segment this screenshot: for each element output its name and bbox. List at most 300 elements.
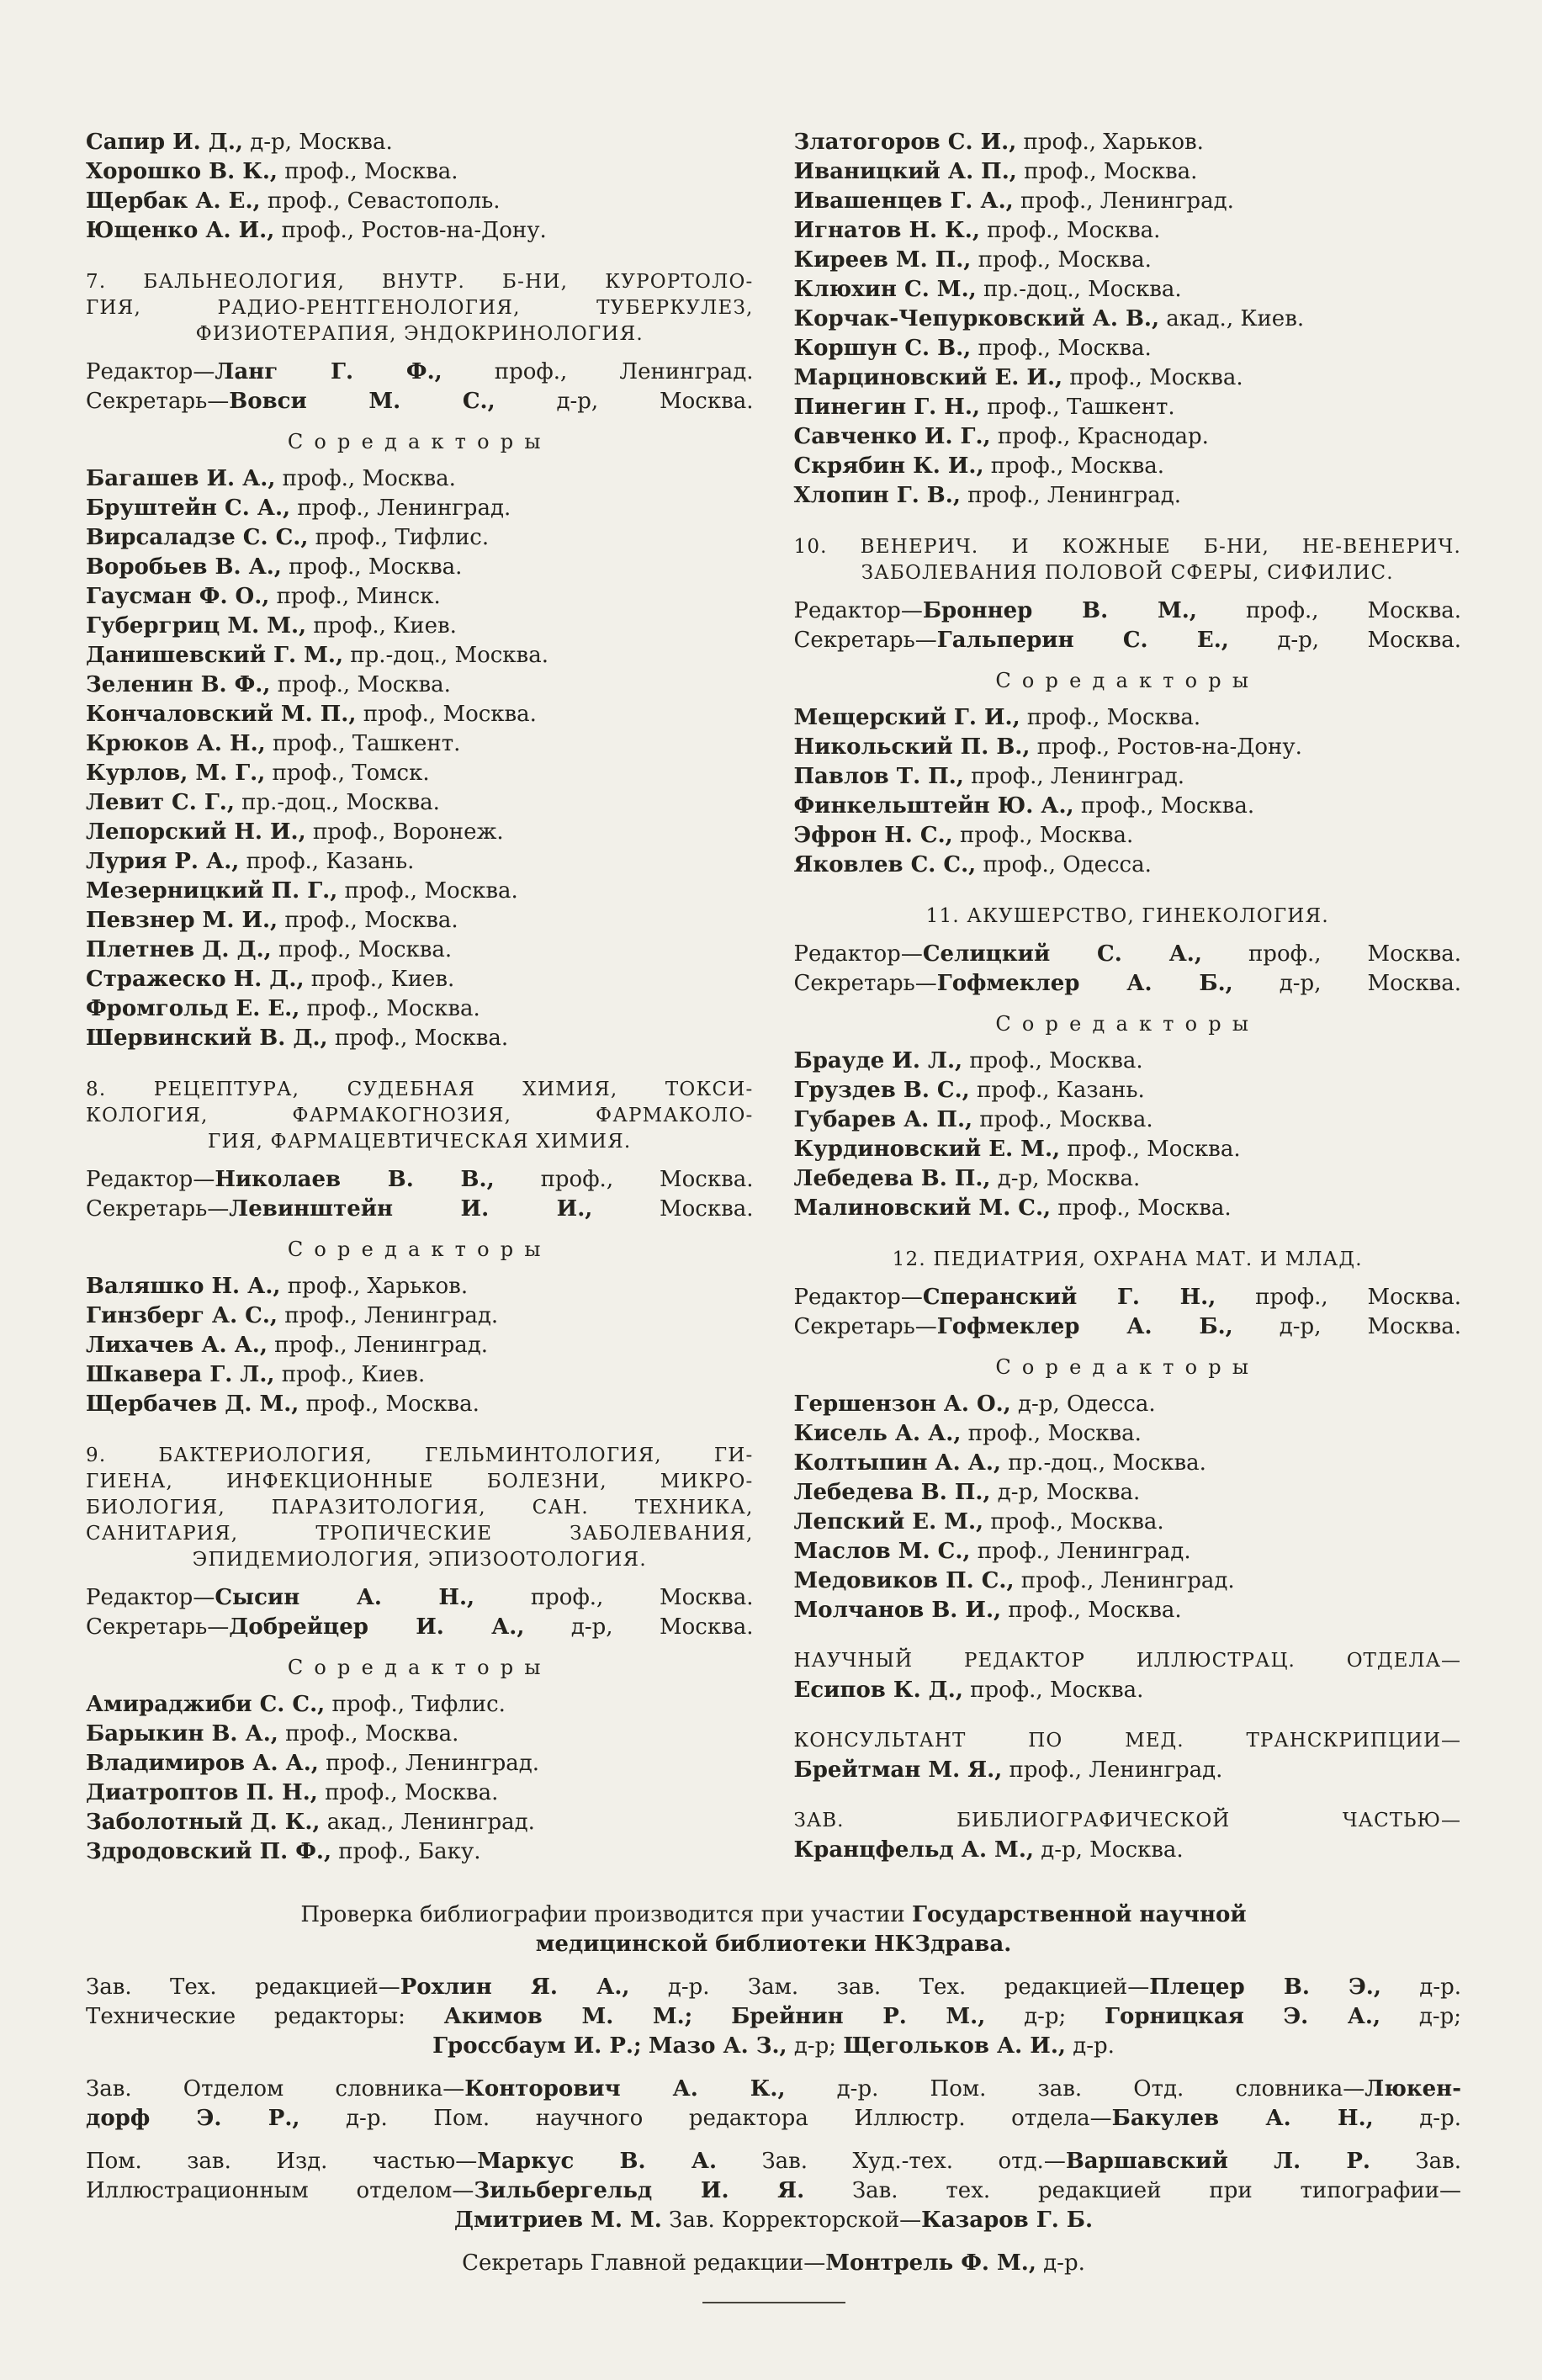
person-entry xyxy=(794,334,1462,363)
text-segment: д-р; xyxy=(1380,2004,1462,2029)
person-name: Барыкин В. А., xyxy=(86,1721,278,1747)
person-details: проф., Ростов-на-Дону. xyxy=(1036,734,1302,760)
person-details: проф., Баку. xyxy=(338,1839,481,1864)
person-entry xyxy=(794,1566,1462,1596)
text-segment: Зав. xyxy=(1370,2149,1461,2174)
role-name: Николаев В. В., xyxy=(215,1167,495,1192)
section-heading-line: 8. РЕЦЕПТУРА, СУДЕБНАЯ ХИМИЯ, ТОКСИ- xyxy=(86,1079,754,1100)
text-segment: Дмитриев М. М. xyxy=(453,2208,662,2233)
text-segment: Брейнин Р. М., xyxy=(731,2004,986,2029)
person-name: Воробьев В. А., xyxy=(86,554,282,580)
footer-section xyxy=(86,1900,1461,2278)
role-line xyxy=(794,626,1462,655)
person-entry xyxy=(794,1596,1462,1625)
role-name: Ланг Г. Ф., xyxy=(215,359,442,384)
text-segment: Гроссбаум И. Р.; xyxy=(432,2033,642,2059)
person-entry xyxy=(86,877,754,906)
footer-line xyxy=(86,2249,1461,2278)
right-column xyxy=(794,128,1462,1867)
role-name: Гальперин С. Е., xyxy=(936,628,1229,653)
person-details: проф., Москва. xyxy=(1008,1598,1182,1623)
person-name: Коршун С. В., xyxy=(793,336,972,361)
person-entry xyxy=(794,1756,1462,1785)
coeditors-subhead: Соредакторы xyxy=(995,1355,1260,1379)
footer-line xyxy=(86,2104,1461,2134)
section-heading-line: 11. АКУШЕРСТВО, ГИНЕКОЛОГИЯ. xyxy=(925,905,1329,927)
person-name: Гершензон А. О., xyxy=(793,1391,1011,1417)
section-heading-line: 9. БАКТЕРИОЛОГИЯ, ГЕЛЬМИНТОЛОГИЯ, ГИ- xyxy=(86,1444,754,1466)
person-details: проф., Москва. xyxy=(978,247,1152,273)
footer-line xyxy=(86,2147,1461,2176)
person-name: Бруштейн С. А., xyxy=(86,496,291,521)
person-details: проф., Москва. xyxy=(284,908,458,933)
person-entry xyxy=(794,393,1462,422)
person-details: проф., Харьков. xyxy=(287,1274,469,1299)
person-name: Лебедева В. П., xyxy=(793,1166,991,1191)
person-details: проф., Одесса. xyxy=(983,852,1152,877)
footer-line xyxy=(86,2075,1461,2104)
person-entry xyxy=(794,703,1462,733)
coeditors-subhead: Соредакторы xyxy=(287,430,552,453)
person-details: проф., Ленинград. xyxy=(284,1303,499,1328)
person-name: Певзнер М. И., xyxy=(86,908,278,933)
person-entry xyxy=(794,1194,1462,1223)
person-details: проф., Москва. xyxy=(305,1391,480,1417)
role-label: Редактор— xyxy=(793,1285,923,1310)
text-segment: Мазо А. З., xyxy=(648,2033,787,2059)
role-name: Броннер В. М., xyxy=(922,598,1197,623)
role-name: Добрейцер И. А., xyxy=(229,1614,525,1640)
role-name: Селицкий С. А., xyxy=(922,941,1202,967)
person-entry xyxy=(86,216,754,246)
text-segment: Зав. Худ.-тех. отд.— xyxy=(717,2149,1066,2174)
role-line xyxy=(794,940,1462,969)
text-segment: Казаров Г. Б. xyxy=(921,2208,1094,2233)
person-name: Скрябин К. И., xyxy=(793,453,984,479)
text-segment: д-р. xyxy=(1036,2250,1085,2276)
person-details: проф., Москва. xyxy=(1080,793,1255,819)
person-name: Курдиновский Е. М., xyxy=(793,1137,1061,1162)
person-name: Есипов К. Д., xyxy=(793,1678,963,1703)
person-entry xyxy=(86,994,754,1024)
person-entry xyxy=(86,671,754,700)
section-heading xyxy=(86,1443,754,1573)
person-details: проф., Харьков. xyxy=(1023,130,1204,155)
person-name: Гаусман Ф. О., xyxy=(86,584,270,609)
person-entry xyxy=(86,847,754,877)
text-segment xyxy=(692,2004,731,2029)
role-line xyxy=(86,387,754,416)
person-details: проф., Севастополь. xyxy=(267,188,501,214)
role-line xyxy=(86,358,754,387)
person-entry xyxy=(86,582,754,612)
person-details: проф., Киев. xyxy=(281,1362,426,1387)
role-details: д-р, Москва. xyxy=(1279,971,1461,996)
two-column-layout xyxy=(86,128,1461,1867)
role-label: Секретарь— xyxy=(793,971,937,996)
person-details: проф., Москва. xyxy=(987,218,1161,243)
person-details: проф., Москва. xyxy=(344,878,518,904)
person-name: Лебедева В. П., xyxy=(793,1480,991,1505)
person-entry xyxy=(794,851,1462,880)
person-details: проф., Москва. xyxy=(334,1026,509,1051)
person-name: Мезерницкий П. Г., xyxy=(86,878,338,904)
person-name: Фромгольд Е. Е., xyxy=(86,996,300,1021)
person-details: проф., Ленинград. xyxy=(297,496,511,521)
person-details: проф., Москва. xyxy=(285,1721,459,1747)
section-heading-line: ЗАБОЛЕВАНИЯ ПОЛОВОЙ СФЕРЫ, СИФИЛИС. xyxy=(861,562,1394,584)
person-name: Гинзберг А. С., xyxy=(86,1303,278,1328)
person-entry xyxy=(86,553,754,582)
person-details: проф., Ленинград. xyxy=(967,483,1182,508)
text-segment: дорф Э. Р., xyxy=(86,2106,300,2131)
role-details: проф., Москва. xyxy=(1248,941,1462,967)
person-entry xyxy=(86,1837,754,1867)
person-name: Иваницкий А. П., xyxy=(793,159,1017,184)
person-entry xyxy=(794,1508,1462,1537)
person-details: проф., Москва. xyxy=(363,702,537,727)
person-details: пр.-доц., Москва. xyxy=(1008,1450,1206,1476)
person-entry xyxy=(86,523,754,553)
person-entry xyxy=(794,246,1462,275)
person-name: Владимиров А. А., xyxy=(86,1751,319,1776)
person-details: пр.-доц., Москва. xyxy=(350,643,548,668)
person-entry xyxy=(86,157,754,187)
person-name: Левит С. Г., xyxy=(86,790,235,815)
person-entry xyxy=(794,1135,1462,1164)
text-segment: д-р. xyxy=(1380,1974,1462,2000)
person-details: проф., Воронеж. xyxy=(312,819,504,845)
person-name: Щербак А. Е., xyxy=(86,188,261,214)
person-entry xyxy=(794,1449,1462,1478)
text-segment: Секретарь Главной редакции— xyxy=(462,2250,826,2276)
role-line xyxy=(794,969,1462,999)
person-entry xyxy=(86,1690,754,1720)
person-name: Яковлев С. С., xyxy=(793,852,977,877)
text-segment: д-р. Зам. зав. Тех. редакцией— xyxy=(629,1974,1150,2000)
role-details: д-р, Москва. xyxy=(570,1614,754,1640)
role-line xyxy=(794,596,1462,626)
person-name: Эфрон Н. С., xyxy=(793,823,953,848)
person-name: Лихачев А. А., xyxy=(86,1333,268,1358)
person-entry xyxy=(86,1390,754,1419)
footer-paragraph xyxy=(86,2249,1461,2278)
person-entry xyxy=(794,187,1462,216)
person-details: проф., Москва. xyxy=(289,554,463,580)
person-entry xyxy=(794,157,1462,187)
person-entry xyxy=(86,1360,754,1390)
person-details: д-р, Одесса. xyxy=(1018,1391,1156,1417)
person-entry xyxy=(794,128,1462,157)
text-segment: Варшавский Л. Р. xyxy=(1065,2149,1370,2174)
person-details: акад., Киев. xyxy=(1166,306,1305,331)
person-name: Шервинский В. Д., xyxy=(86,1026,328,1051)
person-entry xyxy=(86,128,754,157)
person-name: Стражеско Н. Д., xyxy=(86,967,305,992)
text-segment: д-р; xyxy=(787,2033,844,2059)
coeditors-subhead: Соредакторы xyxy=(995,1012,1260,1036)
role-label: Секретарь— xyxy=(793,1314,937,1339)
text-segment: д-р. Пом. зав. Отд. словника— xyxy=(785,2076,1365,2102)
role-name: Вовси М. С., xyxy=(229,389,495,414)
person-details: проф., Москва. xyxy=(282,466,456,491)
person-entry xyxy=(794,792,1462,821)
text-segment: Рохлин Я. А., xyxy=(400,1974,630,2000)
person-entry xyxy=(86,1749,754,1778)
person-details: проф., Тифлис. xyxy=(331,1692,506,1717)
coeditors-subhead: Соредакторы xyxy=(995,669,1260,692)
role-details: д-р, Москва. xyxy=(556,389,754,414)
section-heading-line: БИОЛОГИЯ, ПАРАЗИТОЛОГИЯ, САН. ТЕХНИКА, xyxy=(86,1497,754,1519)
section-heading-line: 12. ПЕДИАТРИЯ, ОХРАНА МАТ. И МЛАД. xyxy=(892,1248,1363,1270)
person-entry xyxy=(86,1778,754,1808)
person-name: Никольский П. В., xyxy=(793,734,1031,760)
person-entry xyxy=(794,821,1462,851)
person-name: Плетнев Д. Д., xyxy=(86,937,272,962)
person-details: проф., Киев. xyxy=(313,613,457,639)
person-details: проф., Москва. xyxy=(306,996,480,1021)
role-line xyxy=(86,1613,754,1642)
person-name: Мещерский Г. И., xyxy=(793,705,1020,730)
footer-line xyxy=(86,2032,1461,2061)
text-segment: Технические редакторы: xyxy=(86,2004,444,2029)
text-segment: медицинской библиотеки НКЗдрава. xyxy=(535,1932,1012,1957)
person-details: д-р, Москва. xyxy=(997,1480,1141,1505)
text-segment: Зав. Тех. редакцией— xyxy=(86,1974,400,2000)
role-label: Редактор— xyxy=(86,1167,215,1192)
text-segment: Зав. Корректорской— xyxy=(661,2208,922,2233)
coeditors-subhead: Соредакторы xyxy=(287,1238,552,1261)
person-details: акад., Ленинград. xyxy=(326,1810,535,1835)
footer-paragraph xyxy=(86,1900,1461,1959)
person-name: Брауде И. Л., xyxy=(793,1048,963,1073)
end-rule xyxy=(702,2302,845,2303)
person-details: проф., Казань. xyxy=(246,849,415,874)
person-name: Медовиков П. С., xyxy=(793,1568,1015,1593)
role-name: Гофмеклер А. Б., xyxy=(936,971,1233,996)
role-label: Редактор— xyxy=(793,598,923,623)
person-entry xyxy=(794,762,1462,792)
section-heading-line: ГИЯ, РАДИО-РЕНТГЕНОЛОГИЯ, ТУБЕРКУЛЕЗ, xyxy=(86,297,754,319)
person-name: Сапир И. Д., xyxy=(86,130,243,155)
role-line xyxy=(86,1583,754,1613)
person-entry xyxy=(86,700,754,729)
person-entry xyxy=(86,187,754,216)
person-name: Валяшко Н. А., xyxy=(86,1274,281,1299)
text-segment: Маркус В. А. xyxy=(477,2149,718,2174)
section-heading xyxy=(86,269,754,347)
person-entry xyxy=(794,1390,1462,1419)
person-entry xyxy=(794,452,1462,481)
person-entry xyxy=(86,464,754,494)
text-segment: д-р. Пом. научного редактора Иллюстр. отдела— xyxy=(299,2106,1112,2131)
person-details: проф., Ташкент. xyxy=(987,395,1175,420)
role-caps-line: ЗАВ. БИБЛИОГРАФИЧЕСКОЙ ЧАСТЬЮ— xyxy=(793,1810,1461,1831)
role-details: проф., Ленинград. xyxy=(494,359,754,384)
section-heading xyxy=(794,534,1462,586)
person-entry xyxy=(86,906,754,936)
person-name: Здродовский П. Ф., xyxy=(86,1839,331,1864)
person-entry xyxy=(794,216,1462,246)
text-segment: Пом. зав. Изд. частью— xyxy=(86,2149,478,2174)
person-entry xyxy=(794,363,1462,393)
person-details: проф., Москва. xyxy=(959,823,1134,848)
person-name: Шкавера Г. Л., xyxy=(86,1362,275,1387)
person-entry xyxy=(794,422,1462,452)
person-name: Кончаловский М. П., xyxy=(86,702,357,727)
person-name: Корчак-Чепурковский А. В., xyxy=(793,306,1160,331)
footer-line xyxy=(86,1930,1461,1959)
person-details: проф., Ленинград. xyxy=(977,1539,1191,1564)
role-line xyxy=(86,1195,754,1224)
section-heading xyxy=(86,1077,754,1155)
person-name: Ивашенцев Г. А., xyxy=(793,188,1014,214)
role-line xyxy=(86,1165,754,1195)
person-name: Лурия Р. А., xyxy=(86,849,240,874)
role-caps-line: НАУЧНЫЙ РЕДАКТОР ИЛЛЮСТРАЦ. ОТДЕЛА— xyxy=(793,1650,1461,1672)
person-name: Диатроптов П. Н., xyxy=(86,1780,318,1805)
person-entry xyxy=(86,936,754,965)
person-name: Вирсаладзе С. С., xyxy=(86,525,309,550)
left-column xyxy=(86,128,754,1867)
section-heading-line: КОЛОГИЯ, ФАРМАКОГНОЗИЯ, ФАРМАКОЛО- xyxy=(86,1105,754,1126)
footer-line xyxy=(86,2176,1461,2206)
person-name: Данишевский Г. М., xyxy=(86,643,343,668)
role-label: Секретарь— xyxy=(86,1196,230,1222)
text-segment: Бакулев А. Н., xyxy=(1111,2106,1374,2131)
person-name: Финкельштейн Ю. А., xyxy=(793,793,1074,819)
person-entry xyxy=(86,1272,754,1301)
role-label: Редактор— xyxy=(793,941,923,967)
person-details: проф., Москва. xyxy=(970,1678,1144,1703)
person-entry xyxy=(86,965,754,994)
person-entry xyxy=(794,1836,1462,1865)
person-entry xyxy=(794,1676,1462,1705)
person-entry xyxy=(86,759,754,788)
person-details: проф., Ленинград. xyxy=(326,1751,539,1776)
person-details: д-р, Москва. xyxy=(997,1166,1141,1191)
footer-paragraph xyxy=(86,1973,1461,2061)
person-name: Груздев В. С., xyxy=(793,1078,970,1103)
person-entry xyxy=(794,1076,1462,1105)
footer-paragraph xyxy=(86,2075,1461,2134)
person-name: Малиновский М. С., xyxy=(793,1195,1052,1221)
person-entry xyxy=(794,733,1462,762)
text-segment: Конторович А. К., xyxy=(464,2076,786,2102)
person-details: д-р, Москва. xyxy=(1041,1837,1184,1863)
person-details: проф., Минск. xyxy=(276,584,441,609)
section-heading-line: ЭПИДЕМИОЛОГИЯ, ЭПИЗООТОЛОГИЯ. xyxy=(192,1549,647,1571)
person-details: проф., Москва. xyxy=(1067,1137,1241,1162)
person-name: Савченко И. Г., xyxy=(793,424,991,449)
person-entry xyxy=(794,1047,1462,1076)
text-segment: Монтрель Ф. М., xyxy=(825,2250,1036,2276)
person-entry xyxy=(86,1720,754,1749)
person-entry xyxy=(794,1537,1462,1566)
person-name: Молчанов В. И., xyxy=(793,1598,1002,1623)
person-name: Киреев М. П., xyxy=(793,247,972,273)
person-name: Златогоров С. И., xyxy=(793,130,1017,155)
section-heading-line: ГИЕНА, ИНФЕКЦИОННЫЕ БОЛЕЗНИ, МИКРО- xyxy=(86,1471,754,1492)
person-name: Заболотный Д. К., xyxy=(86,1810,321,1835)
person-details: проф., Казань. xyxy=(977,1078,1145,1103)
person-entry xyxy=(794,1164,1462,1194)
person-name: Хорошко В. К., xyxy=(86,159,278,184)
footer-paragraph xyxy=(86,2147,1461,2235)
footer-line xyxy=(86,2002,1461,2032)
role-details: проф., Москва. xyxy=(1255,1285,1461,1310)
person-entry xyxy=(86,494,754,523)
section-heading xyxy=(794,1247,1462,1273)
person-details: д-р, Москва. xyxy=(250,130,393,155)
person-name: Маслов М. С., xyxy=(793,1539,971,1564)
person-entry xyxy=(86,1808,754,1837)
text-segment: Зав. тех. редакцией при типографии— xyxy=(804,2178,1461,2203)
section-heading-line: ФИЗИОТЕРАПИЯ, ЭНДОКРИНОЛОГИЯ. xyxy=(195,323,644,345)
person-name: Кисель А. А., xyxy=(793,1421,962,1446)
person-name: Ющенко А. И., xyxy=(86,218,275,243)
section-heading xyxy=(794,904,1462,930)
section-heading-line: 10. ВЕНЕРИЧ. И КОЖНЫЕ Б-НИ, НЕ-ВЕНЕРИЧ. xyxy=(793,536,1461,558)
person-details: проф., Москва. xyxy=(990,1509,1164,1535)
person-details: проф., Ленинград. xyxy=(1009,1757,1223,1783)
role-details: д-р, Москва. xyxy=(1277,628,1461,653)
person-name: Зеленин В. Ф., xyxy=(86,672,271,697)
person-entry xyxy=(86,729,754,759)
person-name: Хлопин Г. В., xyxy=(793,483,961,508)
footer-line xyxy=(86,1973,1461,2002)
role-name: Гофмеклер А. Б., xyxy=(936,1314,1233,1339)
person-details: проф., Москва. xyxy=(990,453,1165,479)
role-label: Секретарь— xyxy=(793,628,937,653)
person-details: проф., Москва. xyxy=(325,1780,499,1805)
role-details: Москва. xyxy=(660,1196,754,1222)
person-details: проф., Москва. xyxy=(1024,159,1198,184)
role-label: Редактор— xyxy=(86,359,215,384)
text-segment xyxy=(642,2033,649,2059)
person-details: проф., Краснодар. xyxy=(997,424,1209,449)
person-details: проф., Москва. xyxy=(1057,1195,1232,1221)
footer-line xyxy=(86,2206,1461,2235)
person-name: Щербачев Д. М., xyxy=(86,1391,299,1417)
person-details: пр.-доц., Москва. xyxy=(241,790,440,815)
person-entry xyxy=(86,612,754,641)
footer-line xyxy=(86,1900,1461,1930)
person-name: Курлов, М. Г., xyxy=(86,761,266,786)
person-details: проф., Москва. xyxy=(278,937,453,962)
role-name: Левинштейн И. И., xyxy=(229,1196,593,1222)
person-details: проф., Киев. xyxy=(310,967,455,992)
person-details: проф., Москва. xyxy=(969,1048,1143,1073)
role-name: Сперанский Г. Н., xyxy=(922,1285,1216,1310)
text-segment: Щегольков А. И., xyxy=(843,2033,1066,2059)
person-details: проф., Ленинград. xyxy=(1020,188,1234,214)
person-entry xyxy=(794,1105,1462,1135)
person-details: проф., Москва. xyxy=(277,672,451,697)
role-name: Сысин А. Н., xyxy=(215,1585,475,1610)
person-name: Марциновский Е. И., xyxy=(793,365,1063,390)
section-heading-line: ГИЯ, ФАРМАЦЕВТИЧЕСКАЯ ХИМИЯ. xyxy=(208,1131,632,1153)
section-heading-line: САНИТАРИЯ, ТРОПИЧЕСКИЕ ЗАБОЛЕВАНИЯ, xyxy=(86,1523,754,1545)
person-name: Амираджиби С. С., xyxy=(86,1692,326,1717)
person-details: проф., Томск. xyxy=(272,761,430,786)
person-details: проф., Ростов-на-Дону. xyxy=(281,218,547,243)
text-segment: Зав. Отделом словника— xyxy=(86,2076,465,2102)
person-name: Игнатов Н. К., xyxy=(793,218,980,243)
person-entry xyxy=(86,1024,754,1053)
person-details: проф., Москва. xyxy=(979,1107,1153,1132)
coeditors-subhead: Соредакторы xyxy=(287,1656,552,1679)
